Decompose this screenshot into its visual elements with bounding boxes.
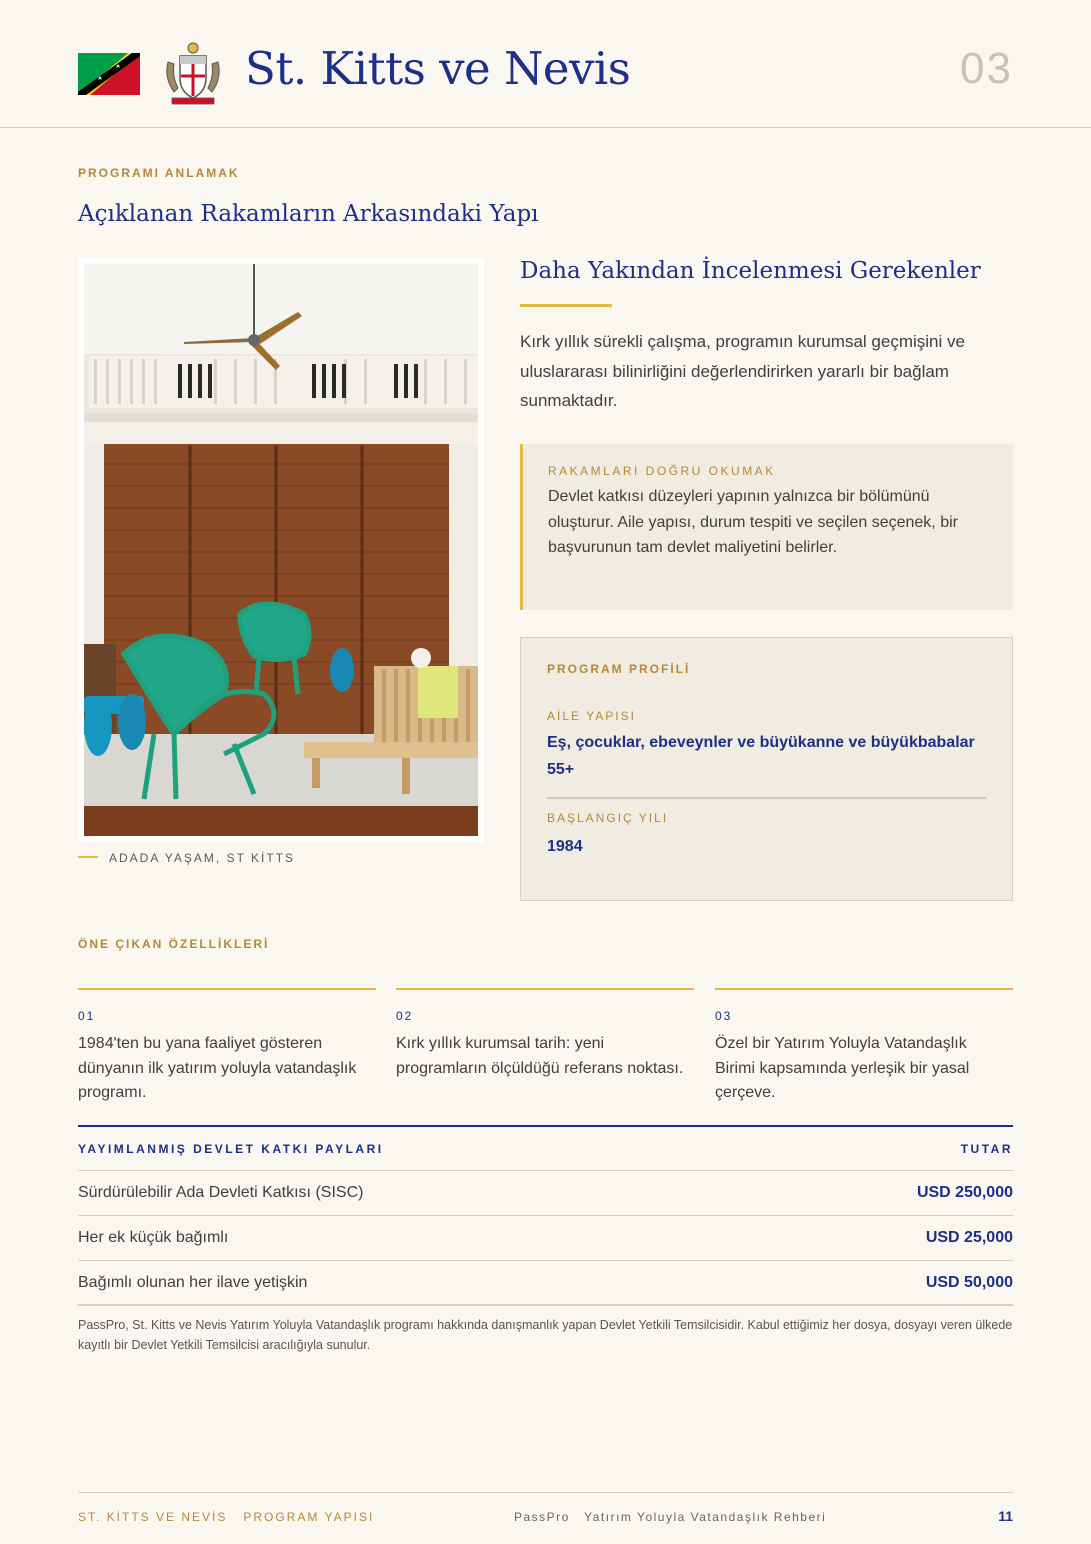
row-label: Bağımlı olunan her ilave yetişkin: [78, 1273, 308, 1291]
family-label: AİLE YAPISI: [547, 709, 636, 723]
feature-rule: [78, 988, 376, 990]
photo-frame: [78, 258, 484, 842]
contributions-table: [78, 1125, 1013, 1306]
column-header-amount: TUTAR: [960, 1141, 1013, 1156]
table-header: [78, 1127, 1013, 1171]
page-title: St. Kitts ve Nevis: [245, 42, 631, 95]
row-amount: USD 25,000: [925, 1229, 1013, 1246]
disclaimer: PassPro, St. Kitts ve Nevis Yatırım Yoluyla Vatandaşlık programı hakkında danışmanlık yapan Devlet Yetkili Temsilcisidir. Kabul ettiğimiz her dosya, dosyayı veren ülkede kayıtlı bir Devlet Yetkili Temsilcisi aracılığıyla sunulur.: [78, 1318, 1013, 1352]
family-value: Eş, çocuklar, ebeveynler ve büyükanne ve büyükbabalar 55+: [547, 734, 975, 778]
page-header: [0, 0, 1091, 128]
page-number: 11: [998, 1508, 1013, 1524]
profile-divider: [547, 797, 986, 799]
profile-title: PROGRAM PROFİLİ: [547, 662, 691, 676]
feature-number: 01: [78, 1009, 96, 1023]
heading-accent-rule: [520, 304, 612, 307]
footer-guide-title: PassPro Yatırım Yoluyla Vatandaşlık Rehberi: [514, 1510, 827, 1524]
closer-body: Kırk yıllık sürekli çalışma, programın kurumsal geçmişini ve uluslararası bilinirliğini değerlendirirken yararlı bir bağlam sunmaktadır.: [520, 332, 965, 410]
flag-icon: [78, 53, 140, 95]
callout-text: Devlet katkısı düzeyleri yapının yalnızca bir bölümünü oluşturur. Aile yapısı, durum tespiti ve seçilen seçenek, bir başvurunun tam devlet maliyetini belirler.: [548, 488, 958, 556]
program-profile-card: [520, 637, 1013, 901]
feature-text: Özel bir Yatırım Yoluyla Vatandaşlık Birimi kapsamında yerleşik bir yasal çerçeve.: [715, 1035, 970, 1101]
feature-text: 1984'ten bu yana faaliyet gösteren dünyanın ilk yatırım yoluyla vatandaşlık programı.: [78, 1035, 357, 1101]
chapter-number: 03: [960, 44, 1013, 93]
closer-heading: Daha Yakından İncelenmesi Gerekenler: [520, 258, 981, 284]
feature-number: 03: [715, 1009, 733, 1023]
row-amount: USD 50,000: [925, 1273, 1013, 1291]
photo-caption: ADADA YAŞAM, ST KİTTS: [109, 851, 296, 865]
feature-text: Kırk yıllık kurumsal tarih: yeni programların ölçüldüğü referans noktası.: [396, 1035, 684, 1077]
callout-label: RAKAMLARI DOĞRU OKUMAK: [548, 464, 776, 478]
feature-rule: [715, 988, 1013, 990]
row-amount: USD 250,000: [916, 1184, 1013, 1201]
interior-photo: [84, 264, 478, 836]
start-value: 1984: [547, 837, 583, 855]
section-eyebrow: PROGRAMI ANLAMAK: [78, 166, 240, 180]
start-label: BAŞLANGIÇ YILI: [547, 810, 669, 825]
features-eyebrow: ÖNE ÇIKAN ÖZELLİKLERİ: [78, 937, 270, 951]
row-label: Sürdürülebilir Ada Devleti Katkısı (SISC): [78, 1184, 364, 1201]
row-label: Her ek küçük bağımlı: [78, 1229, 229, 1246]
feature-number: 02: [396, 1009, 414, 1023]
table-row: [78, 1171, 1013, 1216]
footer-divider: [78, 1492, 1013, 1493]
table-row: [78, 1261, 1013, 1306]
feature-rule: [396, 988, 694, 990]
caption-accent: [78, 856, 98, 858]
footer-section-label: ST. KİTTS VE NEVİS PROGRAM YAPISI: [78, 1510, 375, 1524]
column-header-label: YAYIMLANMIŞ DEVLET KATKI PAYLARI: [78, 1141, 384, 1156]
table-row: [78, 1216, 1013, 1261]
reading-callout: [520, 444, 1013, 610]
section-heading: Açıklanan Rakamların Arkasındaki Yapı: [78, 201, 539, 227]
coat-of-arms-icon: [160, 38, 226, 106]
